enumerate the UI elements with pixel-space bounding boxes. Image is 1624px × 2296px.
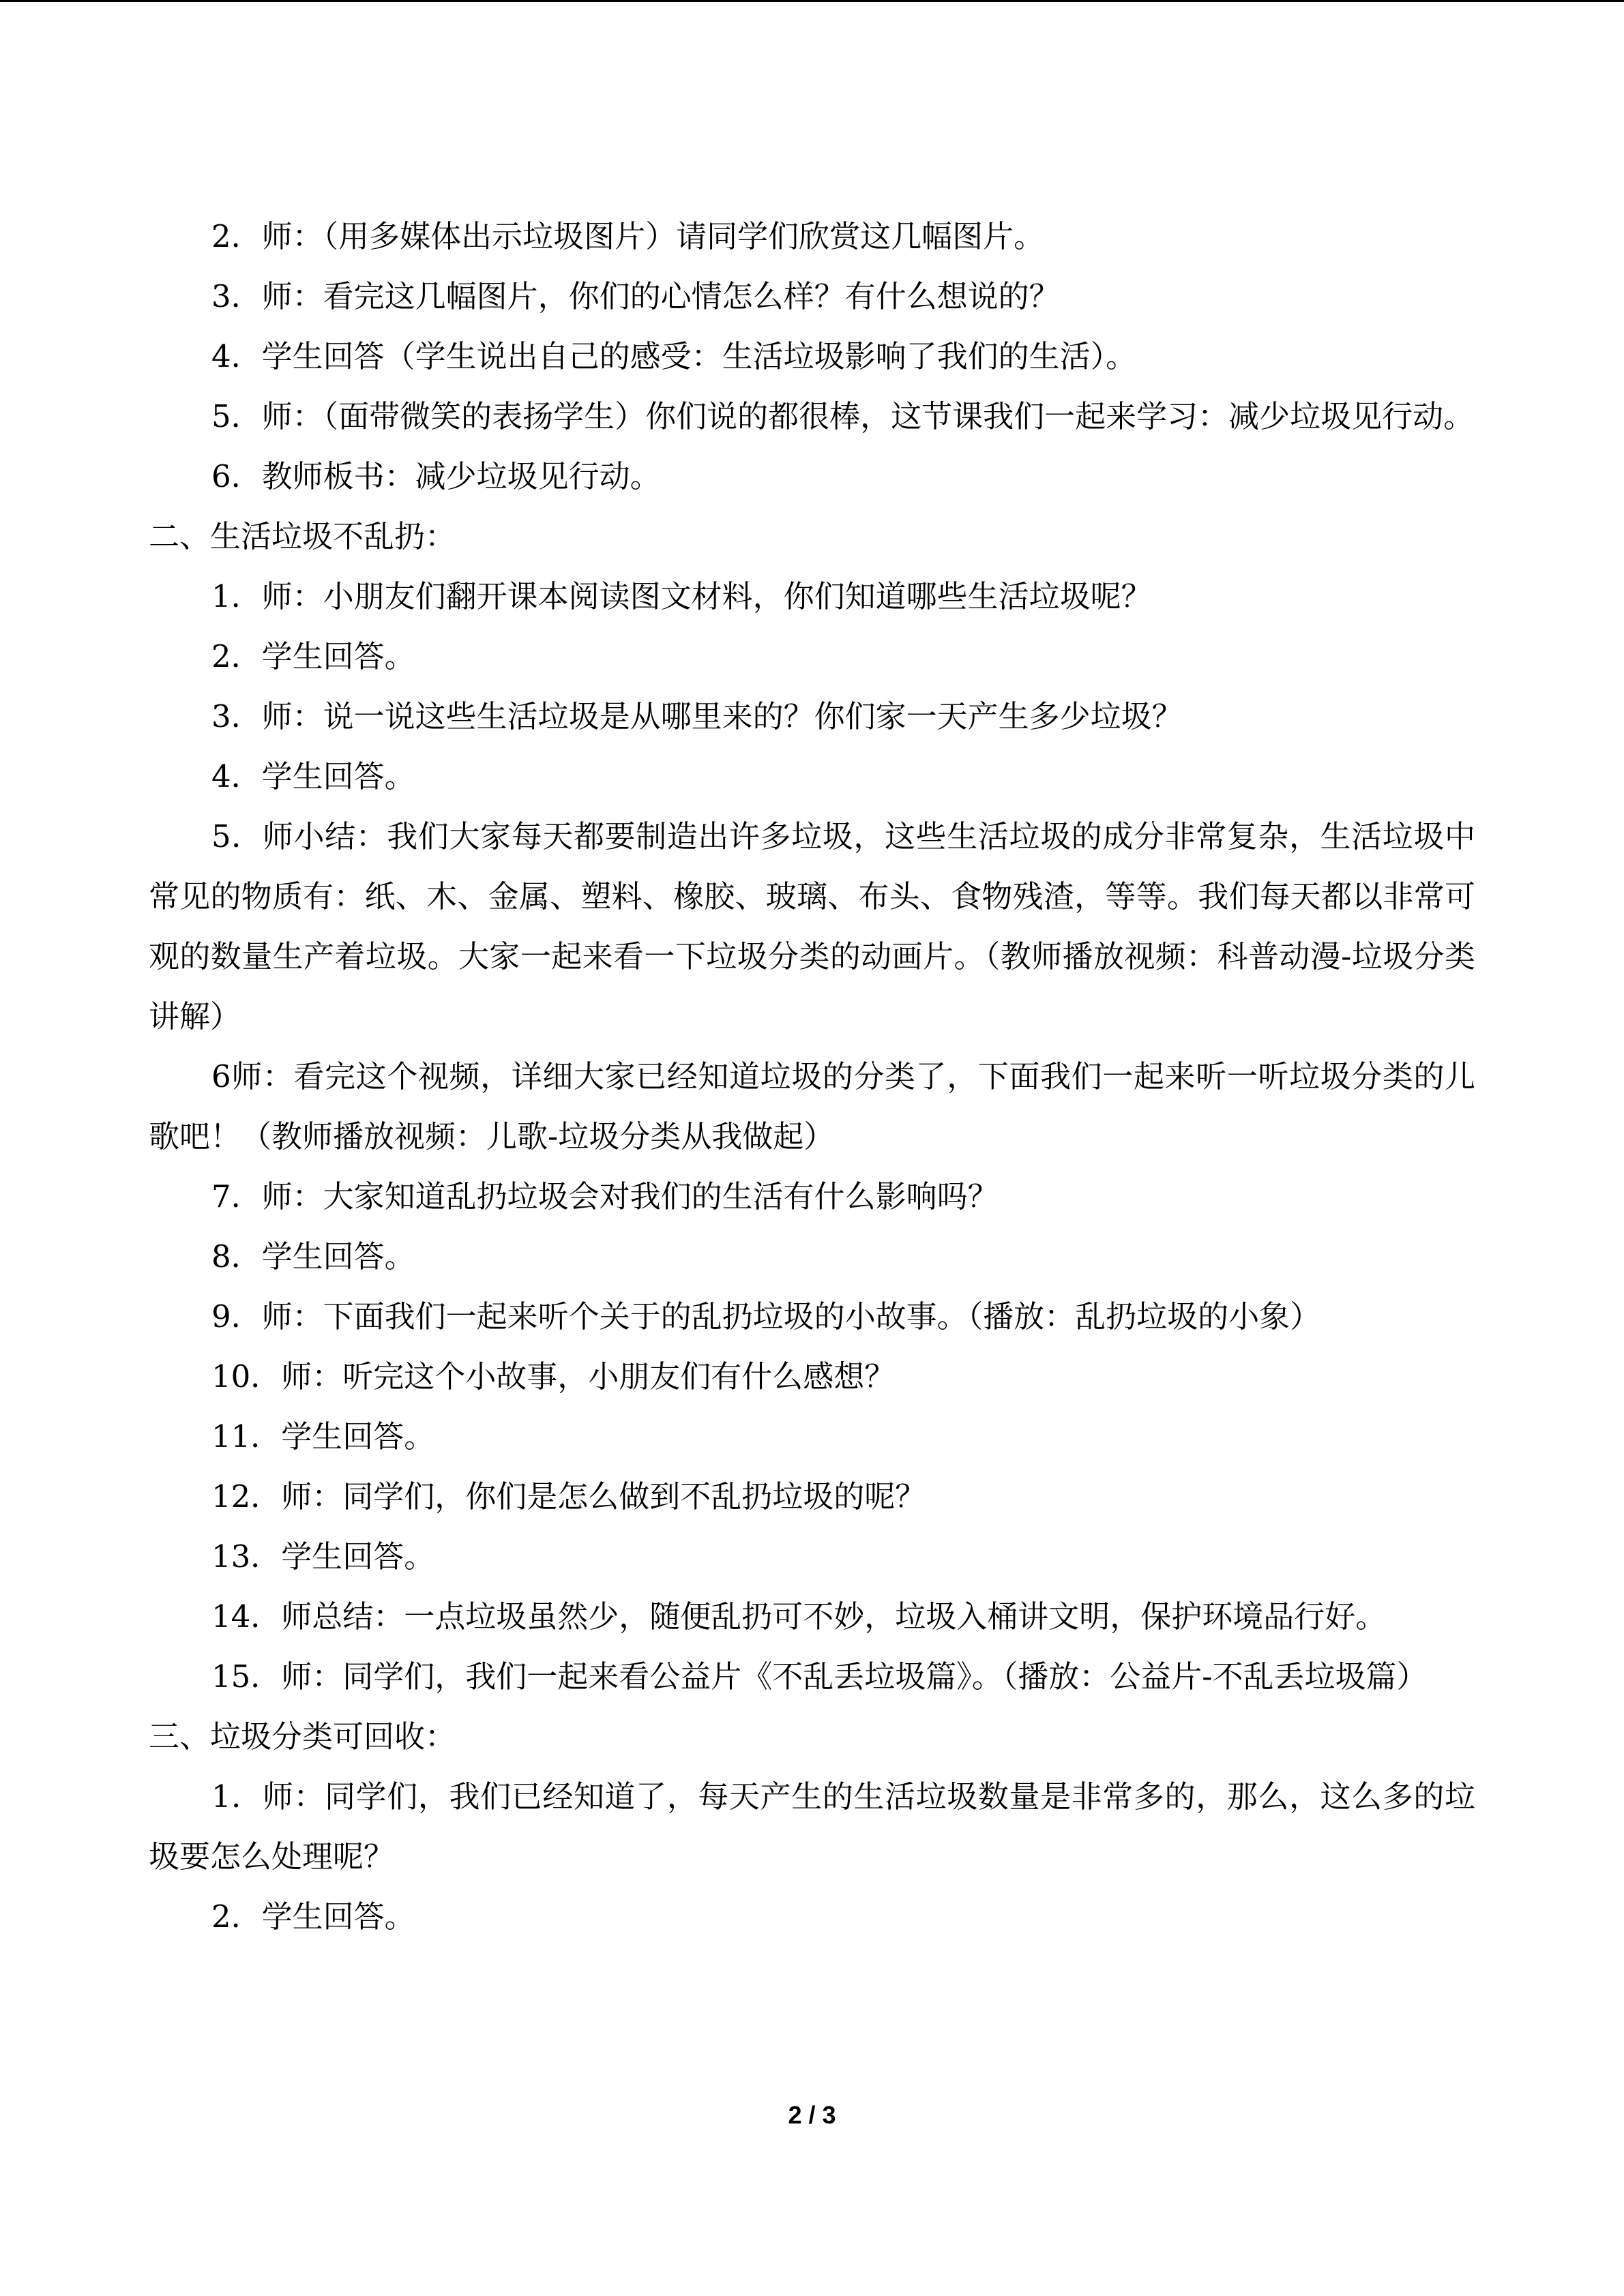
document-body — [149, 207, 1475, 1947]
paragraph: 1．师：同学们，我们已经知道了，每天产生的生活垃圾数量是非常多的，那么，这么多的垃圾要怎么处理呢？ — [149, 1778, 1475, 1875]
page-number: 2 / 3 — [788, 2101, 836, 2129]
paragraph: 11．学生回答。 — [211, 1418, 435, 1455]
paragraph: 8．学生回答。 — [211, 1238, 415, 1274]
paragraph: 5．师小结：我们大家每天都要制造出许多垃圾，这些生活垃圾的成分非常复杂，生活垃圾中常见的物质有：纸、木、金属、塑料、橡胶、玻璃、布头、食物残渣，等等。我们每天都以非常可观的数量生产着垃圾。大家一起来看一下垃圾分类的动画片。（教师播放视频：科普动漫-垃圾分类讲解） — [149, 818, 1475, 1034]
paragraph: 10．师：听完这个小故事，小朋友们有什么感想？ — [211, 1358, 896, 1395]
paragraph: 4．学生回答（学生说出自己的感受：生活垃圾影响了我们的生活）。 — [211, 338, 1137, 374]
paragraph: 5．师：（面带微笑的表扬学生）你们说的都很棒，这节课我们一起来学习：减少垃圾见行动。 — [211, 398, 1475, 434]
paragraph: 9．师：下面我们一起来听个关于的乱扔垃圾的小故事。（播放：乱扔垃圾的小象） — [211, 1298, 1321, 1335]
paragraph: 2．师：（用多媒体出示垃圾图片）请同学们欣赏这几幅图片。 — [211, 218, 1045, 254]
paragraph: 2．学生回答。 — [211, 1898, 415, 1935]
paragraph: 3．师：说一说这些生活垃圾是从哪里来的？你们家一天产生多少垃圾？ — [211, 698, 1183, 734]
paragraph: 4．学生回答。 — [211, 758, 415, 794]
paragraph: 14．师总结：一点垃圾虽然少，随便乱扔可不妙，垃圾入桶讲文明，保护环境品行好。 — [211, 1598, 1387, 1635]
section-heading: 二、生活垃圾不乱扔： — [149, 518, 456, 554]
paragraph: 6师：看完这个视频，详细大家已经知道垃圾的分类了，下面我们一起来听一听垃圾分类的儿歌吧！（教师播放视频：儿歌-垃圾分类从我做起） — [149, 1058, 1475, 1154]
paragraph: 13．学生回答。 — [211, 1538, 435, 1575]
paragraph: 1．师：小朋友们翻开课本阅读图文材料，你们知道哪些生活垃圾呢？ — [211, 578, 1152, 614]
paragraph: 12．师：同学们，你们是怎么做到不乱扔垃圾的呢？ — [211, 1478, 926, 1515]
paragraph: 7．师：大家知道乱扔垃圾会对我们的生活有什么影响吗？ — [211, 1178, 999, 1214]
paragraph: 2．学生回答。 — [211, 638, 415, 674]
paragraph: 6．教师板书：减少垃圾见行动。 — [211, 458, 661, 494]
top-border-line — [0, 0, 1624, 2]
paragraph: 3．师：看完这几幅图片，你们的心情怎么样？有什么想说的？ — [211, 278, 1060, 314]
section-heading: 三、垃圾分类可回收： — [149, 1718, 456, 1755]
paragraph: 15．师：同学们，我们一起来看公益片《不乱丢垃圾篇》。（播放：公益片-不乱丢垃圾篇） — [211, 1658, 1428, 1695]
